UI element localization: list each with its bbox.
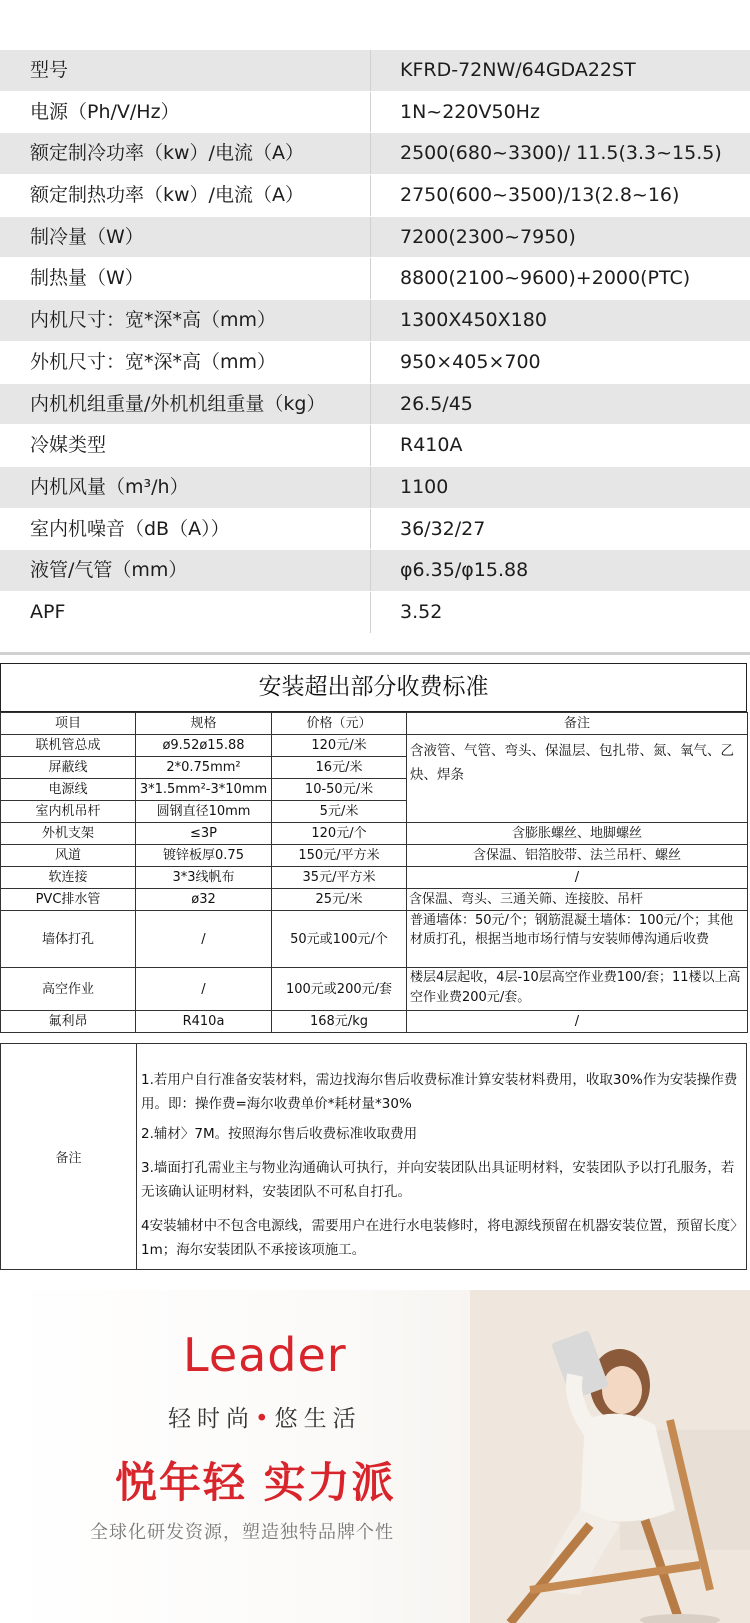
spec-column-divider [370,258,371,299]
spec-value: 2750(600~3500)/13(2.8~16) [400,184,680,207]
slogan-a: 轻时尚 [168,1406,255,1432]
spec-row [0,425,750,467]
table-row [1,1011,748,1033]
slogan-b: 悠生活 [274,1406,362,1432]
row-note-merged: 含液管、气管、弯头、保温层、包扎带、氮、氧气、乙炔、焊条 [407,735,748,823]
spec-column-divider [370,300,371,341]
row-price: 168元/kg [272,1011,407,1033]
row-price: 35元/平方米 [272,867,407,889]
spec-label: 型号 [30,59,69,81]
row-spec: 镀锌板厚0.75 [136,845,272,867]
spec-value: 2500(680~3300)/ 11.5(3.3~15.5) [400,142,722,165]
subline: 全球化研发资源，塑造独特品牌个性 [90,1522,394,1543]
row-note: 楼层4层起收，4层-10层高空作业费100/套；11楼以上高空作业费200元/套。 [407,968,748,1011]
row-item: 屏蔽线 [1,757,136,779]
leader-logo: Leader [183,1328,347,1382]
row-price: 120元/个 [272,823,407,845]
row-price: 10-50元/米 [272,779,407,801]
headline: 悦年轻 实力派 [115,1458,396,1507]
row-spec: 2*0.75mm² [136,757,272,779]
row-item: 软连接 [1,867,136,889]
notes-label: 备注 [1,1044,137,1269]
note-item: 4安装辅材中不包含电源线，需要用户在进行水电装修时，将电源线预留在机器安装位置，预留长度〉1m；海尔安装团队不承接该项施工。 [141,1218,737,1258]
row-note: 含保温、弯头、三通关筛、连接胶、吊杆 [407,889,748,911]
spec-label: 液管/气管（mm） [30,559,188,582]
note-item: 1.若用户自行准备安装材料，需边找海尔售后收费标准计算安装材料费用，收取30%作为安装操作费用。即：操作费=海尔收费单价*耗材量*30% [141,1072,738,1112]
spec-row [0,342,750,384]
header-note: 备注 [407,713,748,735]
spec-table [0,50,750,634]
fee-header-row [1,713,748,735]
row-item: 高空作业 [1,968,136,1011]
spec-row [0,50,750,92]
spec-value: 1100 [400,475,449,498]
fee-table-title: 安装超出部分收费标准 [0,663,747,712]
table-row [1,735,748,757]
spec-value: KFRD-72NW/64GDA22ST [400,59,636,81]
row-item: 外机支架 [1,823,136,845]
spec-label: 外机尺寸：宽*深*高（mm） [30,350,277,373]
spec-label: 内机机组重量/外机机组重量（kg） [30,392,326,415]
header-item: 项目 [1,713,136,735]
row-item: 电源线 [1,779,136,801]
spec-column-divider [370,175,371,216]
row-price: 25元/米 [272,889,407,911]
row-spec: / [136,911,272,968]
note-item: 2.辅材〉7M。按照海尔售后收费标准收取费用 [141,1126,418,1142]
slogan-line [168,1400,362,1433]
spec-value: 1N~220V50Hz [400,100,540,123]
spec-label: 制热量（W） [30,267,144,290]
spec-row [0,592,750,634]
row-price: 100元或200元/套 [272,968,407,1011]
spec-row [0,467,750,509]
row-item: 室内机吊杆 [1,801,136,823]
spec-column-divider [370,592,371,633]
spec-divider [0,652,750,655]
table-row [1,823,748,845]
spec-value: 1300X450X180 [400,309,547,332]
spec-row [0,384,750,426]
row-spec: R410a [136,1011,272,1033]
spec-value: R410A [400,434,463,457]
spec-column-divider [370,342,371,383]
spec-column-divider [370,50,371,91]
slogan-dot: • [255,1406,275,1432]
spec-column-divider [370,92,371,133]
spec-label: 冷媒类型 [30,434,107,457]
spec-column-divider [370,509,371,550]
table-row [1,889,748,911]
row-spec: ø9.52ø15.88 [136,735,272,757]
woman-chair-illustration [470,1290,750,1623]
row-spec: 3*3线帆布 [136,867,272,889]
spec-label: 额定制热功率（kw）/电流（A） [30,184,304,207]
row-price: 120元/米 [272,735,407,757]
spec-value: φ6.35/φ15.88 [400,559,529,582]
spec-value: 8800(2100~9600)+2000(PTC) [400,267,691,290]
spec-row [0,509,750,551]
spec-value: 3.52 [400,600,443,623]
spec-row [0,92,750,134]
row-spec: 圆钢直径10mm [136,801,272,823]
row-price: 50元或100元/个 [272,911,407,968]
row-note: / [407,1011,748,1033]
spec-label: 制冷量（W） [30,225,144,248]
spec-row [0,175,750,217]
row-item: PVC排水管 [1,889,136,911]
brand-banner [0,1290,750,1623]
notes-body [141,1068,741,1272]
spec-column-divider [370,425,371,466]
spec-value: 7200(2300~7950) [400,225,576,248]
row-note: / [407,867,748,889]
row-spec: / [136,968,272,1011]
row-note: 含保温、铝箔胶带、法兰吊杆、螺丝 [407,845,748,867]
spec-value: 26.5/45 [400,392,473,415]
row-spec: ø32 [136,889,272,911]
spec-label: APF [30,600,66,623]
row-item: 风道 [1,845,136,867]
spec-column-divider [370,217,371,258]
fee-table [0,712,748,1033]
notes-block [0,1043,747,1270]
note-item: 3.墙面打孔需业主与物业沟通确认可执行，并向安装团队出具证明材料，安装团队予以打孔服务，若无该确认证明材料，安装团队不可私自打孔。 [141,1160,735,1200]
table-row [1,911,748,968]
row-note: 普通墙体：50元/个；钢筋混凝土墙体：100元/个；其他材质打孔，根据当地市场行情与安装师傅沟通后收费 [407,911,748,968]
table-row [1,968,748,1011]
row-item: 联机管总成 [1,735,136,757]
row-spec: 3*1.5mm²-3*10mm [136,779,272,801]
row-price: 16元/米 [272,757,407,779]
spec-label: 内机尺寸：宽*深*高（mm） [30,309,277,332]
spec-label: 电源（Ph/V/Hz） [30,100,180,123]
spec-row [0,550,750,592]
spec-row [0,300,750,342]
spec-label: 额定制冷功率（kw）/电流（A） [30,142,304,165]
row-note: 含膨胀螺丝、地脚螺丝 [407,823,748,845]
spec-row [0,133,750,175]
spec-column-divider [370,384,371,425]
row-item: 氟利昂 [1,1011,136,1033]
spec-column-divider [370,133,371,174]
spec-label: 室内机噪音（dB（A）） [30,517,230,540]
table-row [1,845,748,867]
spec-row [0,258,750,300]
spec-column-divider [370,467,371,508]
spec-value: 950×405×700 [400,350,541,373]
table-row [1,867,748,889]
header-spec: 规格 [136,713,272,735]
spec-row [0,217,750,259]
row-price: 5元/米 [272,801,407,823]
row-price: 150元/平方米 [272,845,407,867]
row-item: 墙体打孔 [1,911,136,968]
spec-label: 内机风量（m³/h） [30,475,189,498]
row-spec: ≤3P [136,823,272,845]
spec-column-divider [370,550,371,591]
spec-value: 36/32/27 [400,517,486,540]
header-price: 价格（元） [272,713,407,735]
